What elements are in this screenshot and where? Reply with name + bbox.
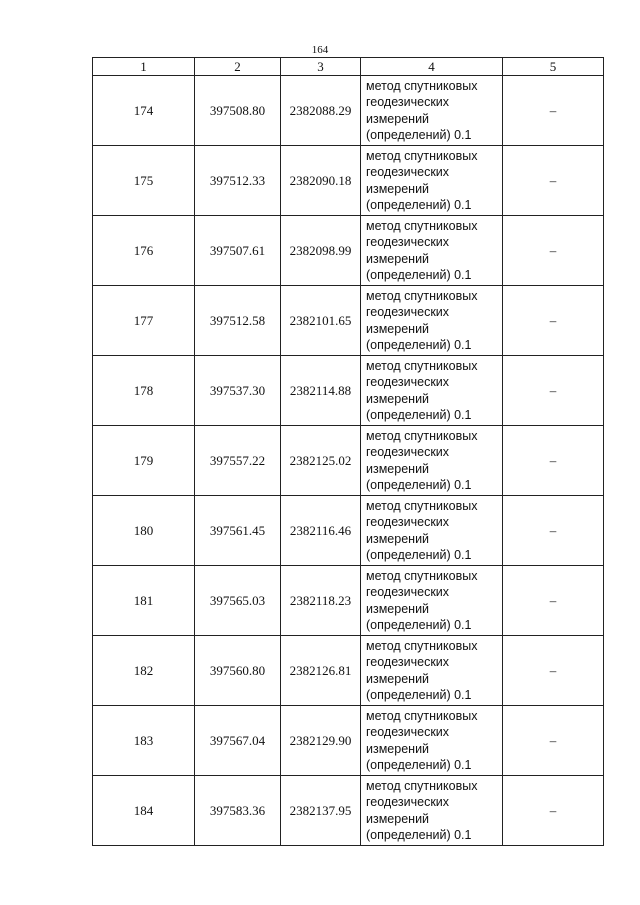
method-line: (определений) 0.1 <box>366 618 472 632</box>
coordinates-table <box>92 57 604 846</box>
column-header-4: 4 <box>361 58 503 76</box>
x-coordinate: 397567.04 <box>195 706 281 776</box>
column-header-5: 5 <box>503 58 604 76</box>
y-coordinate: 2382125.02 <box>281 426 361 496</box>
method-line: (определений) 0.1 <box>366 478 472 492</box>
method-line: (определений) 0.1 <box>366 688 472 702</box>
method-line: метод спутниковых <box>366 568 478 583</box>
method-line: метод спутниковых <box>366 428 478 443</box>
method-line: метод спутниковых <box>366 778 478 793</box>
table-row <box>93 146 604 216</box>
x-coordinate: 397508.80 <box>195 76 281 146</box>
method-cell <box>361 356 503 426</box>
note-cell: – <box>503 776 604 846</box>
method-line: геодезических <box>366 235 450 249</box>
note-cell: – <box>503 286 604 356</box>
method-line: геодезических <box>366 165 450 179</box>
y-coordinate: 2382114.88 <box>281 356 361 426</box>
point-number: 183 <box>93 706 195 776</box>
method-line: геодезических <box>366 515 450 529</box>
method-cell <box>361 776 503 846</box>
table-body <box>93 76 604 846</box>
method-cell <box>361 426 503 496</box>
method-cell <box>361 146 503 216</box>
table-header-row <box>93 58 604 76</box>
method-line: геодезических <box>366 95 450 109</box>
note-cell: – <box>503 216 604 286</box>
table-row <box>93 76 604 146</box>
table-row <box>93 706 604 776</box>
point-number: 181 <box>93 566 195 636</box>
point-number: 175 <box>93 146 195 216</box>
method-line: геодезических <box>366 305 450 319</box>
method-cell <box>361 76 503 146</box>
method-line: геодезических <box>366 725 450 739</box>
method-line: геодезических <box>366 655 450 669</box>
y-coordinate: 2382126.81 <box>281 636 361 706</box>
method-line: метод спутниковых <box>366 148 478 163</box>
point-number: 177 <box>93 286 195 356</box>
method-line: геодезических <box>366 795 450 809</box>
table-row <box>93 496 604 566</box>
method-line: измерений <box>366 111 430 126</box>
method-line: измерений <box>366 181 430 196</box>
method-line: измерений <box>366 251 430 266</box>
method-line: (определений) 0.1 <box>366 548 472 562</box>
y-coordinate: 2382129.90 <box>281 706 361 776</box>
method-line: геодезических <box>366 445 450 459</box>
method-line: измерений <box>366 741 430 756</box>
note-cell: – <box>503 496 604 566</box>
note-cell: – <box>503 566 604 636</box>
point-number: 179 <box>93 426 195 496</box>
method-line: геодезических <box>366 375 450 389</box>
x-coordinate: 397557.22 <box>195 426 281 496</box>
method-line: метод спутниковых <box>366 78 478 93</box>
y-coordinate: 2382137.95 <box>281 776 361 846</box>
method-line: измерений <box>366 391 430 406</box>
method-cell <box>361 216 503 286</box>
method-line: метод спутниковых <box>366 638 478 653</box>
x-coordinate: 397561.45 <box>195 496 281 566</box>
column-header-1: 1 <box>93 58 195 76</box>
method-cell <box>361 566 503 636</box>
method-line: метод спутниковых <box>366 708 478 723</box>
y-coordinate: 2382118.23 <box>281 566 361 636</box>
y-coordinate: 2382088.29 <box>281 76 361 146</box>
note-cell: – <box>503 636 604 706</box>
y-coordinate: 2382098.99 <box>281 216 361 286</box>
method-line: метод спутниковых <box>366 498 478 513</box>
x-coordinate: 397512.58 <box>195 286 281 356</box>
point-number: 184 <box>93 776 195 846</box>
method-line: измерений <box>366 601 430 616</box>
method-cell <box>361 496 503 566</box>
method-line: (определений) 0.1 <box>366 128 472 142</box>
note-cell: – <box>503 146 604 216</box>
column-header-2: 2 <box>195 58 281 76</box>
point-number: 176 <box>93 216 195 286</box>
method-line: метод спутниковых <box>366 288 478 303</box>
point-number: 174 <box>93 76 195 146</box>
x-coordinate: 397507.61 <box>195 216 281 286</box>
table-row <box>93 636 604 706</box>
y-coordinate: 2382101.65 <box>281 286 361 356</box>
method-line: геодезических <box>366 585 450 599</box>
method-line: измерений <box>366 671 430 686</box>
method-line: (определений) 0.1 <box>366 828 472 842</box>
method-line: (определений) 0.1 <box>366 758 472 772</box>
note-cell: – <box>503 76 604 146</box>
table-row <box>93 566 604 636</box>
method-cell <box>361 706 503 776</box>
table-row <box>93 776 604 846</box>
x-coordinate: 397512.33 <box>195 146 281 216</box>
method-line: метод спутниковых <box>366 218 478 233</box>
y-coordinate: 2382090.18 <box>281 146 361 216</box>
method-line: измерений <box>366 461 430 476</box>
table-row <box>93 286 604 356</box>
x-coordinate: 397537.30 <box>195 356 281 426</box>
column-header-3: 3 <box>281 58 361 76</box>
table-row <box>93 356 604 426</box>
x-coordinate: 397583.36 <box>195 776 281 846</box>
method-line: (определений) 0.1 <box>366 198 472 212</box>
note-cell: – <box>503 706 604 776</box>
method-line: измерений <box>366 321 430 336</box>
page-number: 164 <box>311 44 329 56</box>
x-coordinate: 397560.80 <box>195 636 281 706</box>
method-line: измерений <box>366 531 430 546</box>
point-number: 182 <box>93 636 195 706</box>
method-cell <box>361 286 503 356</box>
method-cell <box>361 636 503 706</box>
x-coordinate: 397565.03 <box>195 566 281 636</box>
note-cell: – <box>503 426 604 496</box>
table-row <box>93 426 604 496</box>
method-line: (определений) 0.1 <box>366 338 472 352</box>
point-number: 178 <box>93 356 195 426</box>
point-number: 180 <box>93 496 195 566</box>
note-cell: – <box>503 356 604 426</box>
method-line: (определений) 0.1 <box>366 268 472 282</box>
y-coordinate: 2382116.46 <box>281 496 361 566</box>
method-line: измерений <box>366 811 430 826</box>
table-row <box>93 216 604 286</box>
method-line: (определений) 0.1 <box>366 408 472 422</box>
method-line: метод спутниковых <box>366 358 478 373</box>
